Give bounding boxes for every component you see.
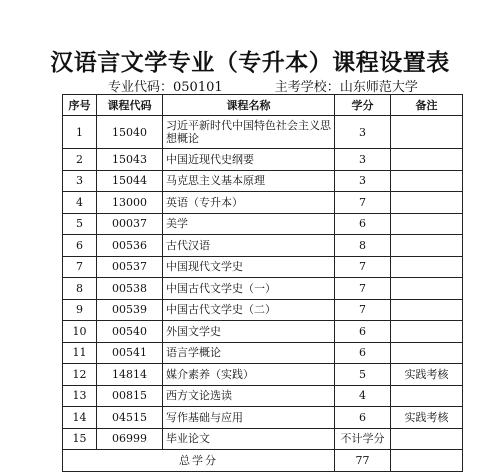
cell-no: 2 [63, 149, 97, 171]
cell-name: 毕业论文 [163, 428, 335, 450]
cell-note [391, 149, 463, 171]
school-value: 山东师范大学 [339, 80, 418, 95]
cell-note [391, 213, 463, 235]
header-no: 序号 [63, 95, 97, 116]
cell-credit: 3 [335, 170, 391, 192]
table-row [63, 321, 463, 343]
cell-credit: 6 [335, 213, 391, 235]
cell-no: 11 [63, 342, 97, 364]
school-label: 主考学校： [274, 80, 340, 95]
cell-name: 习近平新时代中国特色社会主义思想概论 [163, 116, 335, 149]
table-row [63, 213, 463, 235]
table-row [63, 149, 463, 171]
cell-credit: 6 [335, 342, 391, 364]
cell-note: 实践考核 [391, 364, 463, 386]
cell-no: 6 [63, 235, 97, 257]
table-row [63, 170, 463, 192]
table-row [63, 235, 463, 257]
cell-code: 00538 [97, 278, 163, 300]
cell-code: 13000 [97, 192, 163, 214]
total-value: 77 [335, 450, 391, 472]
major-code-value: 050101 [173, 80, 223, 95]
page-title: 汉语言文学专业（专升本）课程设置表 [50, 49, 450, 76]
table-row [63, 256, 463, 278]
cell-credit: 6 [335, 407, 391, 429]
cell-code: 06999 [97, 428, 163, 450]
cell-no: 9 [63, 299, 97, 321]
header-note: 备注 [391, 95, 463, 116]
cell-credit: 7 [335, 256, 391, 278]
cell-note [391, 170, 463, 192]
cell-note [391, 192, 463, 214]
cell-no: 10 [63, 321, 97, 343]
major-info [108, 76, 418, 95]
cell-name: 中国古代文学史（一） [163, 278, 335, 300]
cell-code: 04515 [97, 407, 163, 429]
cell-credit: 7 [335, 278, 391, 300]
table-header-row [63, 95, 463, 116]
cell-note [391, 342, 463, 364]
cell-note [391, 321, 463, 343]
cell-name: 马克思主义基本原理 [163, 170, 335, 192]
course-table [62, 94, 463, 472]
cell-note [391, 299, 463, 321]
cell-code: 00536 [97, 235, 163, 257]
table-body [63, 116, 463, 450]
cell-no: 12 [63, 364, 97, 386]
cell-name: 外国文学史 [163, 321, 335, 343]
cell-name: 媒介素养（实践） [163, 364, 335, 386]
cell-credit: 7 [335, 192, 391, 214]
table-row [63, 299, 463, 321]
cell-no: 14 [63, 407, 97, 429]
cell-credit: 7 [335, 299, 391, 321]
table-row [63, 342, 463, 364]
cell-code: 00541 [97, 342, 163, 364]
cell-no: 3 [63, 170, 97, 192]
cell-note [391, 428, 463, 450]
cell-name: 语言学概论 [163, 342, 335, 364]
cell-note [391, 385, 463, 407]
table-row [63, 364, 463, 386]
cell-code: 15040 [97, 116, 163, 149]
cell-note [391, 278, 463, 300]
cell-no: 5 [63, 213, 97, 235]
total-note [391, 450, 463, 472]
cell-name: 美学 [163, 213, 335, 235]
table-row [63, 428, 463, 450]
cell-note [391, 116, 463, 149]
cell-no: 4 [63, 192, 97, 214]
major-code-label: 专业代码： [108, 80, 174, 95]
cell-code: 00537 [97, 256, 163, 278]
cell-no: 13 [63, 385, 97, 407]
cell-name: 中国近现代史纲要 [163, 149, 335, 171]
header-code: 课程代码 [97, 95, 163, 116]
cell-credit: 6 [335, 321, 391, 343]
cell-code: 15044 [97, 170, 163, 192]
table-row [63, 385, 463, 407]
cell-credit: 5 [335, 364, 391, 386]
cell-credit: 不计学分 [335, 428, 391, 450]
cell-credit: 4 [335, 385, 391, 407]
total-label: 总学分 [63, 450, 335, 472]
total-row [63, 450, 463, 472]
cell-code: 00037 [97, 213, 163, 235]
cell-name: 中国古代文学史（二） [163, 299, 335, 321]
cell-name: 古代汉语 [163, 235, 335, 257]
cell-note: 实践考核 [391, 407, 463, 429]
cell-code: 00540 [97, 321, 163, 343]
cell-note [391, 235, 463, 257]
cell-no: 8 [63, 278, 97, 300]
cell-code: 14814 [97, 364, 163, 386]
table-row [63, 116, 463, 149]
table-row [63, 278, 463, 300]
cell-code: 15043 [97, 149, 163, 171]
cell-credit: 3 [335, 149, 391, 171]
cell-name: 英语（专升本） [163, 192, 335, 214]
table-row [63, 407, 463, 429]
cell-name: 中国现代文学史 [163, 256, 335, 278]
cell-no: 15 [63, 428, 97, 450]
cell-name: 西方文论选读 [163, 385, 335, 407]
cell-credit: 3 [335, 116, 391, 149]
cell-no: 1 [63, 116, 97, 149]
header-credit: 学分 [335, 95, 391, 116]
cell-credit: 8 [335, 235, 391, 257]
cell-code: 00815 [97, 385, 163, 407]
cell-note [391, 256, 463, 278]
table-row [63, 192, 463, 214]
header-name: 课程名称 [163, 95, 335, 116]
cell-code: 00539 [97, 299, 163, 321]
cell-name: 写作基础与应用 [163, 407, 335, 429]
cell-no: 7 [63, 256, 97, 278]
